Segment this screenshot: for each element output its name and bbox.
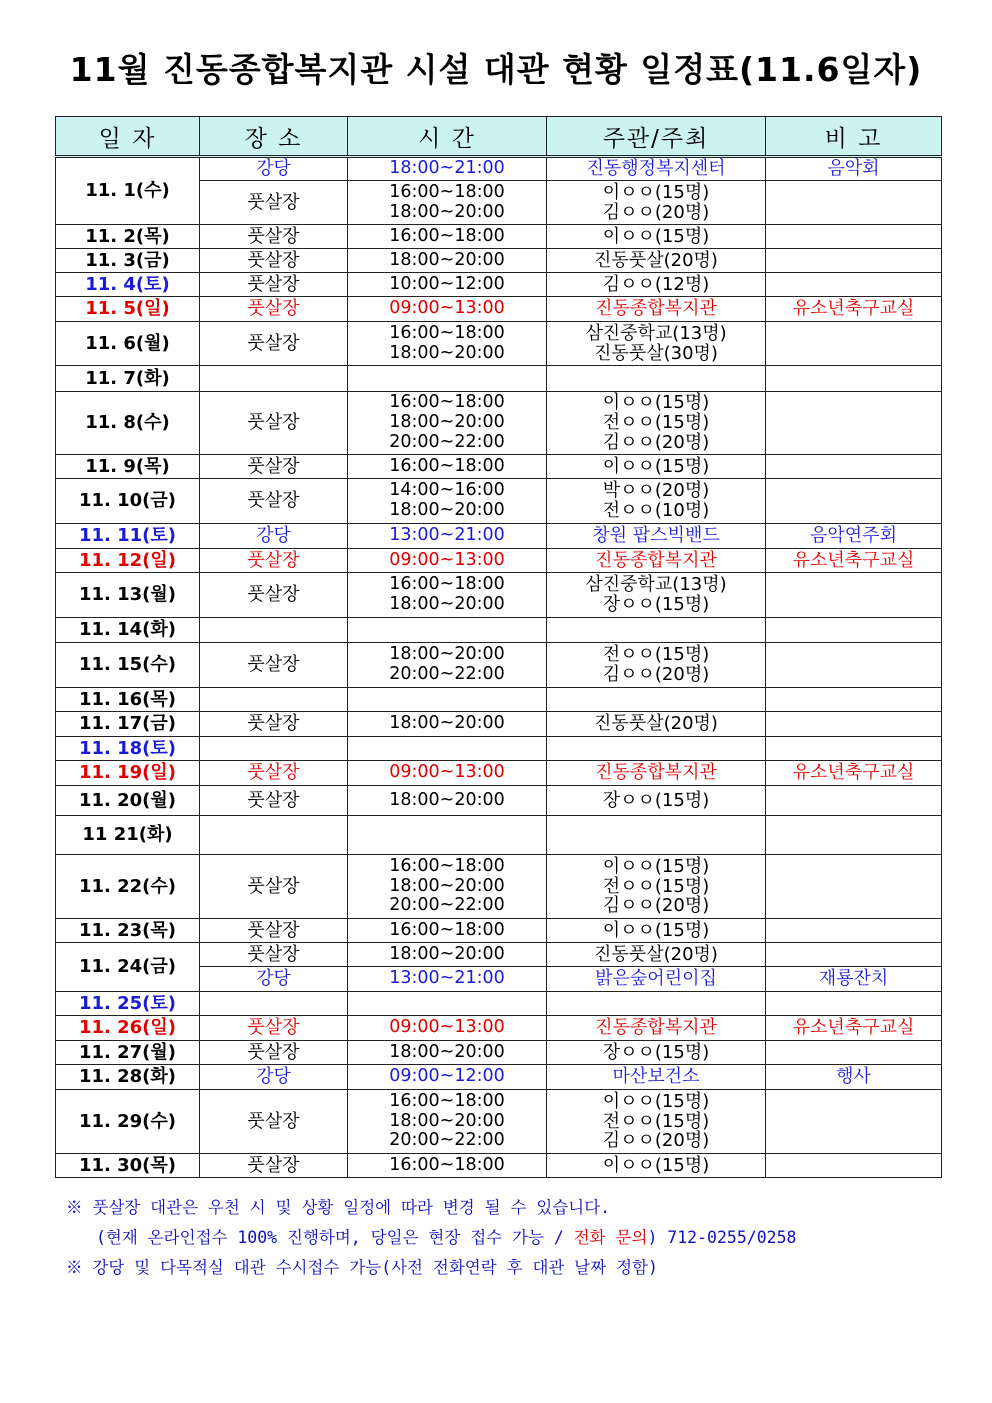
note-cell: 유소년축구교실 [766, 761, 942, 786]
host-name: 마산보건소 [612, 1066, 700, 1088]
host-name: 이ㅇㅇ(15명) [602, 919, 710, 941]
place-cell: 풋살장 [200, 855, 348, 919]
place-cell: 풋살장 [200, 1090, 348, 1154]
time-slot: 16:00~18:00 [389, 455, 505, 476]
place-cell [200, 618, 348, 643]
place-cell: 풋살장 [200, 919, 348, 943]
time-cell [348, 322, 547, 366]
place-cell: 풋살장 [200, 1154, 348, 1178]
note-cell [766, 855, 942, 919]
note-cell: 음악연주회 [766, 524, 942, 549]
host-cell [547, 1041, 766, 1065]
note-phone-label: 전화 문의 [573, 1228, 648, 1247]
host-cell [547, 297, 766, 322]
note-weather: ※ 풋살장 대관은 우천 시 및 상황 일정에 따라 변경 될 수 있습니다. [66, 1198, 611, 1217]
table-row [56, 1065, 942, 1090]
table-row [56, 322, 942, 366]
host-name: 이ㅇㅇ(15명) [602, 225, 710, 247]
table-row [56, 225, 942, 249]
header-note: 비 고 [766, 117, 942, 157]
host-cell [547, 157, 766, 181]
table-row [56, 737, 942, 761]
time-slot: 18:00~20:00 [389, 412, 505, 433]
place-cell: 강당 [200, 967, 348, 992]
time-slot: 10:00~12:00 [389, 273, 505, 294]
note-cell [766, 455, 942, 479]
date-cell: 11. 15(수) [56, 643, 200, 688]
host-cell [547, 737, 766, 761]
host-name: 진동종합복지관 [595, 298, 717, 320]
note-cell: 재룡잔치 [766, 967, 942, 992]
date-cell: 11. 5(일) [56, 297, 200, 322]
note-cell: 행사 [766, 1065, 942, 1090]
time-slot: 18:00~20:00 [389, 594, 505, 614]
note-cell [766, 919, 942, 943]
note-cell [766, 943, 942, 967]
host-cell [547, 1154, 766, 1178]
table-row [56, 366, 942, 392]
table-row [56, 1154, 942, 1178]
time-cell [348, 688, 547, 712]
date-cell: 11. 3(금) [56, 249, 200, 273]
host-cell [547, 181, 766, 225]
host-cell [547, 479, 766, 524]
date-cell: 11. 26(일) [56, 1016, 200, 1041]
table-row [56, 549, 942, 573]
host-name: 이ㅇㅇ(15명) [602, 181, 710, 203]
date-cell: 11. 29(수) [56, 1090, 200, 1154]
note-cell [766, 366, 942, 392]
note-cell: 유소년축구교실 [766, 549, 942, 573]
date-cell: 11. 17(금) [56, 712, 200, 737]
note-cell [766, 992, 942, 1016]
schedule-body [56, 157, 942, 1178]
host-cell [547, 549, 766, 573]
place-cell [200, 992, 348, 1016]
note-cell [766, 816, 942, 855]
note-online [66, 1223, 946, 1253]
place-cell: 풋살장 [200, 392, 348, 455]
date-cell: 11. 13(월) [56, 573, 200, 618]
table-row [56, 392, 942, 455]
table-row [56, 1041, 942, 1065]
header-time: 시 간 [348, 117, 547, 157]
host-cell [547, 1016, 766, 1041]
table-row [56, 249, 942, 273]
time-slot: 09:00~12:00 [389, 1066, 505, 1087]
notes-section [66, 1193, 946, 1283]
time-slot: 09:00~13:00 [389, 549, 505, 570]
place-cell: 풋살장 [200, 181, 348, 225]
time-slot: 18:00~20:00 [389, 1110, 505, 1131]
note-cell [766, 712, 942, 737]
time-slot: 09:00~13:00 [389, 762, 505, 783]
time-cell [348, 855, 547, 919]
host-name: 장ㅇㅇ(15명) [602, 594, 710, 615]
host-cell [547, 524, 766, 549]
place-cell: 풋살장 [200, 249, 348, 273]
date-cell: 11. 7(화) [56, 366, 200, 392]
time-slot: 18:00~20:00 [389, 875, 505, 896]
date-cell: 11. 6(월) [56, 322, 200, 366]
host-cell [547, 816, 766, 855]
time-slot: 16:00~18:00 [389, 855, 505, 876]
host-name: 이ㅇㅇ(15명) [602, 1154, 710, 1176]
time-cell [348, 1041, 547, 1065]
place-cell [200, 737, 348, 761]
header-date: 일 자 [56, 117, 200, 157]
time-slot: 09:00~13:00 [389, 298, 505, 319]
host-name: 김ㅇㅇ(20명) [602, 1130, 710, 1152]
table-row [56, 992, 942, 1016]
host-name: 장ㅇㅇ(15명) [602, 1041, 710, 1063]
note-cell [766, 181, 942, 225]
time-cell [348, 181, 547, 225]
table-row [56, 712, 942, 737]
header-place: 장 소 [200, 117, 348, 157]
time-cell [348, 1090, 547, 1154]
time-cell [348, 249, 547, 273]
table-row [56, 455, 942, 479]
place-cell: 풋살장 [200, 712, 348, 737]
time-cell [348, 786, 547, 816]
host-cell [547, 967, 766, 992]
host-name: 진동행정복지센터 [586, 158, 726, 180]
time-slot: 18:00~20:00 [389, 789, 505, 810]
date-cell: 11. 22(수) [56, 855, 200, 919]
table-row [56, 643, 942, 688]
date-cell: 11. 14(화) [56, 618, 200, 643]
table-row [56, 688, 942, 712]
host-name: 삼진중학교(13명) [585, 574, 727, 596]
note-cell [766, 273, 942, 297]
host-name: 김ㅇㅇ(20명) [602, 664, 710, 685]
time-cell [348, 392, 547, 455]
time-cell [348, 943, 547, 967]
time-slot: 16:00~18:00 [389, 225, 505, 246]
place-cell: 풋살장 [200, 455, 348, 479]
time-cell [348, 225, 547, 249]
time-slot: 18:00~20:00 [389, 201, 505, 222]
date-cell: 11. 20(월) [56, 786, 200, 816]
time-cell [348, 573, 547, 618]
date-cell: 11. 23(목) [56, 919, 200, 943]
table-row [56, 816, 942, 855]
host-cell [547, 392, 766, 455]
time-slot: 18:00~20:00 [389, 249, 505, 270]
date-cell: 11. 4(토) [56, 273, 200, 297]
time-cell [348, 157, 547, 181]
place-cell [200, 366, 348, 392]
place-cell: 강당 [200, 524, 348, 549]
note-cell [766, 249, 942, 273]
time-cell [348, 549, 547, 573]
time-cell [348, 712, 547, 737]
date-cell: 11. 8(수) [56, 392, 200, 455]
note-cell: 유소년축구교실 [766, 1016, 942, 1041]
host-cell [547, 643, 766, 688]
host-name: 창원 팝스빅밴드 [592, 525, 720, 547]
host-name: 전ㅇㅇ(15명) [602, 412, 710, 434]
place-cell: 풋살장 [200, 273, 348, 297]
note-cell [766, 225, 942, 249]
time-slot: 16:00~18:00 [389, 392, 505, 413]
time-slot: 18:00~20:00 [389, 342, 505, 363]
note-phone-number: ) 712-0255/0258 [647, 1228, 797, 1247]
place-cell: 풋살장 [200, 479, 348, 524]
time-slot: 20:00~22:00 [389, 664, 505, 684]
note-cell [766, 1041, 942, 1065]
time-cell [348, 479, 547, 524]
table-row [56, 1090, 942, 1154]
time-slot: 20:00~22:00 [389, 895, 505, 916]
date-cell: 11. 28(화) [56, 1065, 200, 1090]
time-cell [348, 967, 547, 992]
time-cell [348, 273, 547, 297]
place-cell [200, 816, 348, 855]
place-cell: 풋살장 [200, 225, 348, 249]
date-cell: 11. 16(목) [56, 688, 200, 712]
table-row [56, 786, 942, 816]
table-row [56, 919, 942, 943]
host-name: 이ㅇㅇ(15명) [602, 855, 710, 877]
host-cell [547, 573, 766, 618]
note-cell [766, 643, 942, 688]
time-slot: 13:00~21:00 [389, 968, 505, 989]
time-slot: 16:00~18:00 [389, 1090, 505, 1111]
place-cell: 풋살장 [200, 643, 348, 688]
host-name: 전ㅇㅇ(10명) [602, 500, 710, 521]
host-name: 장ㅇㅇ(15명) [602, 789, 710, 811]
note-cell [766, 573, 942, 618]
time-slot: 13:00~21:00 [389, 525, 505, 546]
note-cell [766, 1090, 942, 1154]
host-cell [547, 761, 766, 786]
host-name: 진동풋살(30명) [594, 342, 718, 364]
time-cell [348, 1016, 547, 1041]
date-cell: 11. 27(월) [56, 1041, 200, 1065]
host-name: 진동풋살(20명) [594, 713, 718, 735]
place-cell: 풋살장 [200, 573, 348, 618]
time-slot: 18:00~20:00 [389, 713, 505, 734]
host-name: 김ㅇㅇ(20명) [602, 895, 710, 917]
table-row [56, 524, 942, 549]
time-cell [348, 761, 547, 786]
header-host: 주관/주최 [547, 117, 766, 157]
host-cell [547, 366, 766, 392]
host-cell [547, 618, 766, 643]
table-row [56, 761, 942, 786]
time-cell [348, 1065, 547, 1090]
host-cell [547, 249, 766, 273]
note-cell [766, 1154, 942, 1178]
date-cell: 11. 9(목) [56, 455, 200, 479]
note-cell [766, 688, 942, 712]
host-cell [547, 919, 766, 943]
note-cell [766, 322, 942, 366]
host-name: 전ㅇㅇ(15명) [602, 644, 710, 666]
table-row [56, 479, 942, 524]
time-cell [348, 366, 547, 392]
host-cell [547, 855, 766, 919]
time-slot: 18:00~21:00 [389, 158, 505, 179]
note-cell: 유소년축구교실 [766, 297, 942, 322]
host-name: 진동풋살(20명) [594, 943, 718, 965]
date-cell: 11. 2(목) [56, 225, 200, 249]
table-row [56, 273, 942, 297]
date-cell: 11. 25(토) [56, 992, 200, 1016]
place-cell: 풋살장 [200, 943, 348, 967]
time-slot: 18:00~20:00 [389, 1041, 505, 1062]
table-row [56, 943, 942, 967]
host-cell [547, 1090, 766, 1154]
place-cell: 풋살장 [200, 297, 348, 322]
host-cell [547, 786, 766, 816]
note-cell [766, 618, 942, 643]
host-name: 삼진중학교(13명) [585, 322, 727, 344]
note-hall: ※ 강당 및 다목적실 대관 수시접수 가능(사전 전화연락 후 대관 날짜 정함) [66, 1258, 658, 1277]
place-cell: 풋살장 [200, 1016, 348, 1041]
time-slot: 16:00~18:00 [389, 574, 505, 595]
time-slot: 16:00~18:00 [389, 322, 505, 343]
time-slot: 16:00~18:00 [389, 919, 505, 940]
table-row [56, 573, 942, 618]
place-cell: 풋살장 [200, 761, 348, 786]
host-cell [547, 225, 766, 249]
date-cell: 11. 18(토) [56, 737, 200, 761]
host-cell [547, 322, 766, 366]
host-name: 진동풋살(20명) [594, 249, 718, 271]
host-cell [547, 688, 766, 712]
time-slot: 16:00~18:00 [389, 181, 505, 202]
place-cell: 풋살장 [200, 786, 348, 816]
host-cell [547, 992, 766, 1016]
date-cell: 11. 11(토) [56, 524, 200, 549]
time-cell [348, 919, 547, 943]
host-name: 전ㅇㅇ(15명) [602, 875, 710, 897]
time-slot: 20:00~22:00 [389, 1130, 505, 1151]
place-cell: 강당 [200, 1065, 348, 1090]
host-cell [547, 943, 766, 967]
host-name: 밝은숲어린이집 [595, 968, 717, 990]
host-name: 진동종합복지관 [595, 1017, 717, 1039]
document-title: 11월 진동종합복지관 시설 대관 현황 일정표(11.6일자) [69, 50, 923, 89]
time-slot: 16:00~18:00 [389, 1154, 505, 1175]
host-cell [547, 712, 766, 737]
table-row [56, 855, 942, 919]
time-cell [348, 643, 547, 688]
time-cell [348, 618, 547, 643]
time-slot: 14:00~16:00 [389, 480, 505, 501]
host-cell [547, 273, 766, 297]
time-cell [348, 297, 547, 322]
place-cell: 강당 [200, 157, 348, 181]
host-name: 전ㅇㅇ(15명) [602, 1110, 710, 1132]
place-cell [200, 688, 348, 712]
header-row [56, 117, 942, 157]
table-row [56, 297, 942, 322]
host-name: 이ㅇㅇ(15명) [602, 392, 710, 414]
host-cell [547, 455, 766, 479]
place-cell: 풋살장 [200, 322, 348, 366]
host-name: 김ㅇㅇ(12명) [602, 273, 710, 295]
note-cell [766, 479, 942, 524]
time-cell [348, 992, 547, 1016]
host-name: 김ㅇㅇ(20명) [602, 431, 710, 453]
time-cell [348, 524, 547, 549]
host-name: 박ㅇㅇ(20명) [602, 480, 710, 502]
date-cell: 11. 30(목) [56, 1154, 200, 1178]
time-slot: 18:00~20:00 [389, 500, 505, 520]
time-cell [348, 737, 547, 761]
time-slot: 18:00~20:00 [389, 943, 505, 964]
note-online-text: (현재 온라인접수 100% 진행하며, 당일은 현장 접수 가능 / [96, 1228, 574, 1247]
host-name: 이ㅇㅇ(15명) [602, 1090, 710, 1112]
time-cell [348, 1154, 547, 1178]
place-cell: 풋살장 [200, 549, 348, 573]
date-cell: 11. 1(수) [56, 157, 200, 225]
host-name: 이ㅇㅇ(15명) [602, 455, 710, 477]
host-name: 진동종합복지관 [595, 762, 717, 784]
date-cell: 11. 10(금) [56, 479, 200, 524]
date-cell: 11. 19(일) [56, 761, 200, 786]
time-slot: 09:00~13:00 [389, 1017, 505, 1038]
note-cell [766, 737, 942, 761]
note-cell: 음악회 [766, 157, 942, 181]
note-cell [766, 392, 942, 455]
table-row [56, 1016, 942, 1041]
host-cell [547, 1065, 766, 1090]
date-cell: 11. 24(금) [56, 943, 200, 992]
note-cell [766, 786, 942, 816]
date-cell: 11 21(화) [56, 816, 200, 855]
host-name: 진동종합복지관 [595, 549, 717, 571]
place-cell: 풋살장 [200, 1041, 348, 1065]
date-cell: 11. 12(일) [56, 549, 200, 573]
time-cell [348, 455, 547, 479]
host-name: 김ㅇㅇ(20명) [602, 201, 710, 223]
time-slot: 20:00~22:00 [389, 431, 505, 452]
table-row [56, 618, 942, 643]
table-row [56, 157, 942, 181]
schedule-table [55, 116, 942, 1178]
time-cell [348, 816, 547, 855]
time-slot: 18:00~20:00 [389, 644, 505, 665]
